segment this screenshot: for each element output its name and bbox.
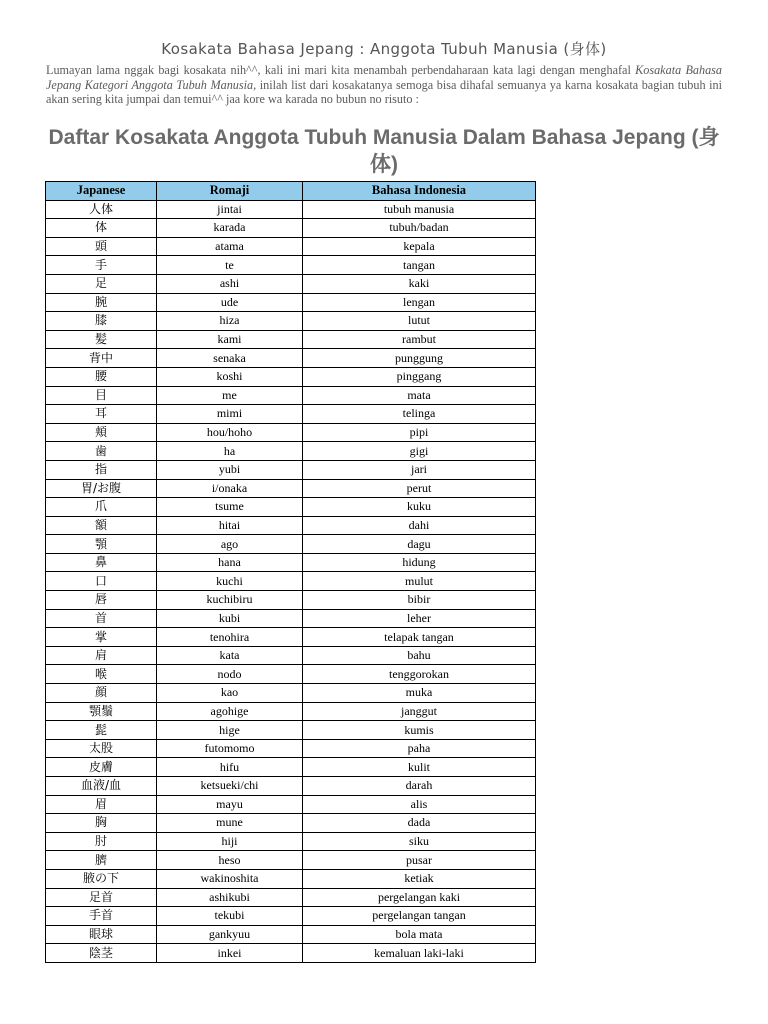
cell-romaji: tenohira bbox=[157, 628, 303, 647]
cell-indonesia: pergelangan tangan bbox=[303, 907, 536, 926]
cell-japanese: 腋の下 bbox=[46, 869, 157, 888]
header-bahasa-indonesia: Bahasa Indonesia bbox=[303, 182, 536, 201]
cell-japanese: 眼球 bbox=[46, 925, 157, 944]
cell-indonesia: bahu bbox=[303, 646, 536, 665]
cell-indonesia: pusar bbox=[303, 851, 536, 870]
table-row bbox=[46, 869, 536, 888]
cell-romaji: wakinoshita bbox=[157, 869, 303, 888]
cell-romaji: hifu bbox=[157, 758, 303, 777]
table-row bbox=[46, 628, 536, 647]
cell-indonesia: janggut bbox=[303, 702, 536, 721]
cell-romaji: hige bbox=[157, 721, 303, 740]
cell-romaji: hiji bbox=[157, 832, 303, 851]
cell-indonesia: tubuh manusia bbox=[303, 200, 536, 219]
cell-indonesia: dagu bbox=[303, 535, 536, 554]
cell-indonesia: kumis bbox=[303, 721, 536, 740]
cell-indonesia: tubuh/badan bbox=[303, 219, 536, 238]
cell-romaji: me bbox=[157, 386, 303, 405]
cell-japanese: 額 bbox=[46, 516, 157, 535]
table-header-row bbox=[46, 182, 536, 201]
table-row bbox=[46, 386, 536, 405]
cell-romaji: ashikubi bbox=[157, 888, 303, 907]
cell-japanese: 足首 bbox=[46, 888, 157, 907]
cell-japanese: 腰 bbox=[46, 367, 157, 386]
cell-romaji: gankyuu bbox=[157, 925, 303, 944]
cell-japanese: 手 bbox=[46, 256, 157, 275]
table-row bbox=[46, 516, 536, 535]
cell-romaji: mimi bbox=[157, 405, 303, 424]
table-row bbox=[46, 758, 536, 777]
table-row bbox=[46, 312, 536, 331]
cell-japanese: 手首 bbox=[46, 907, 157, 926]
cell-japanese: 髪 bbox=[46, 330, 157, 349]
table-row bbox=[46, 814, 536, 833]
table-row bbox=[46, 442, 536, 461]
cell-japanese: 眉 bbox=[46, 795, 157, 814]
cell-japanese: 頭 bbox=[46, 237, 157, 256]
cell-japanese: 胃/お腹 bbox=[46, 479, 157, 498]
table-row bbox=[46, 944, 536, 963]
table-row bbox=[46, 460, 536, 479]
cell-japanese: 指 bbox=[46, 460, 157, 479]
cell-romaji: hitai bbox=[157, 516, 303, 535]
cell-japanese: 体 bbox=[46, 219, 157, 238]
table-row bbox=[46, 702, 536, 721]
list-heading: Daftar Kosakata Anggota Tubuh Manusia Dalam Bahasa Jepang (身体) bbox=[48, 126, 720, 176]
table-row bbox=[46, 274, 536, 293]
cell-indonesia: perut bbox=[303, 479, 536, 498]
table-row bbox=[46, 739, 536, 758]
cell-indonesia: telinga bbox=[303, 405, 536, 424]
table-row bbox=[46, 498, 536, 517]
cell-romaji: kami bbox=[157, 330, 303, 349]
cell-japanese: 陰茎 bbox=[46, 944, 157, 963]
table-row bbox=[46, 219, 536, 238]
header-japanese: Japanese bbox=[46, 182, 157, 201]
table-row bbox=[46, 256, 536, 275]
cell-indonesia: gigi bbox=[303, 442, 536, 461]
cell-indonesia: mata bbox=[303, 386, 536, 405]
intro-paragraph bbox=[46, 63, 722, 107]
cell-romaji: ha bbox=[157, 442, 303, 461]
cell-indonesia: dahi bbox=[303, 516, 536, 535]
cell-japanese: 喉 bbox=[46, 665, 157, 684]
cell-indonesia: kemaluan laki-laki bbox=[303, 944, 536, 963]
cell-japanese: 鼻 bbox=[46, 553, 157, 572]
cell-japanese: 膝 bbox=[46, 312, 157, 331]
header-romaji: Romaji bbox=[157, 182, 303, 201]
cell-indonesia: leher bbox=[303, 609, 536, 628]
cell-indonesia: kulit bbox=[303, 758, 536, 777]
cell-japanese: 髭 bbox=[46, 721, 157, 740]
cell-indonesia: telapak tangan bbox=[303, 628, 536, 647]
cell-japanese: 足 bbox=[46, 274, 157, 293]
cell-indonesia: pergelangan kaki bbox=[303, 888, 536, 907]
table-row bbox=[46, 925, 536, 944]
cell-indonesia: jari bbox=[303, 460, 536, 479]
table-row bbox=[46, 684, 536, 703]
cell-romaji: kata bbox=[157, 646, 303, 665]
table-row bbox=[46, 646, 536, 665]
cell-romaji: mayu bbox=[157, 795, 303, 814]
cell-japanese: 顎 bbox=[46, 535, 157, 554]
cell-japanese: 胸 bbox=[46, 814, 157, 833]
cell-japanese: 皮膚 bbox=[46, 758, 157, 777]
cell-indonesia: bola mata bbox=[303, 925, 536, 944]
table-row bbox=[46, 832, 536, 851]
cell-indonesia: tangan bbox=[303, 256, 536, 275]
cell-indonesia: rambut bbox=[303, 330, 536, 349]
cell-romaji: i/onaka bbox=[157, 479, 303, 498]
table-row bbox=[46, 907, 536, 926]
cell-romaji: inkei bbox=[157, 944, 303, 963]
cell-japanese: 唇 bbox=[46, 591, 157, 610]
table-row bbox=[46, 851, 536, 870]
cell-indonesia: ketiak bbox=[303, 869, 536, 888]
cell-japanese: 血液/血 bbox=[46, 777, 157, 796]
cell-romaji: yubi bbox=[157, 460, 303, 479]
cell-indonesia: lengan bbox=[303, 293, 536, 312]
table-row bbox=[46, 200, 536, 219]
table-row bbox=[46, 553, 536, 572]
vocabulary-table bbox=[45, 181, 536, 963]
cell-romaji: hiza bbox=[157, 312, 303, 331]
cell-indonesia: kepala bbox=[303, 237, 536, 256]
cell-japanese: 臍 bbox=[46, 851, 157, 870]
cell-japanese: 頬 bbox=[46, 423, 157, 442]
table-row bbox=[46, 367, 536, 386]
table-row bbox=[46, 795, 536, 814]
table-row bbox=[46, 721, 536, 740]
table-row bbox=[46, 888, 536, 907]
cell-romaji: agohige bbox=[157, 702, 303, 721]
table-row bbox=[46, 479, 536, 498]
cell-romaji: ude bbox=[157, 293, 303, 312]
table-row bbox=[46, 777, 536, 796]
page-title: Kosakata Bahasa Jepang : Anggota Tubuh Manusia (身体) bbox=[161, 40, 607, 58]
cell-romaji: hana bbox=[157, 553, 303, 572]
cell-indonesia: hidung bbox=[303, 553, 536, 572]
cell-romaji: atama bbox=[157, 237, 303, 256]
cell-japanese: 爪 bbox=[46, 498, 157, 517]
cell-indonesia: kaki bbox=[303, 274, 536, 293]
table-body bbox=[46, 200, 536, 962]
cell-japanese: 掌 bbox=[46, 628, 157, 647]
table-row bbox=[46, 535, 536, 554]
cell-indonesia: muka bbox=[303, 684, 536, 703]
intro-italic-phrase: Kosakata Bahasa Jepang Kategori Anggota Tubuh Manusia bbox=[46, 63, 723, 92]
cell-romaji: kao bbox=[157, 684, 303, 703]
cell-japanese: 首 bbox=[46, 609, 157, 628]
cell-japanese: 背中 bbox=[46, 349, 157, 368]
cell-romaji: kuchibiru bbox=[157, 591, 303, 610]
cell-japanese: 顎鬚 bbox=[46, 702, 157, 721]
cell-indonesia: siku bbox=[303, 832, 536, 851]
cell-romaji: futomomo bbox=[157, 739, 303, 758]
cell-romaji: tekubi bbox=[157, 907, 303, 926]
cell-romaji: jintai bbox=[157, 200, 303, 219]
cell-indonesia: paha bbox=[303, 739, 536, 758]
cell-indonesia: bibir bbox=[303, 591, 536, 610]
cell-japanese: 目 bbox=[46, 386, 157, 405]
cell-romaji: koshi bbox=[157, 367, 303, 386]
cell-indonesia: dada bbox=[303, 814, 536, 833]
cell-japanese: 腕 bbox=[46, 293, 157, 312]
cell-romaji: karada bbox=[157, 219, 303, 238]
cell-japanese: 歯 bbox=[46, 442, 157, 461]
cell-indonesia: lutut bbox=[303, 312, 536, 331]
cell-romaji: nodo bbox=[157, 665, 303, 684]
cell-indonesia: darah bbox=[303, 777, 536, 796]
cell-indonesia: mulut bbox=[303, 572, 536, 591]
cell-japanese: 耳 bbox=[46, 405, 157, 424]
cell-indonesia: alis bbox=[303, 795, 536, 814]
table-row bbox=[46, 665, 536, 684]
table-row bbox=[46, 423, 536, 442]
cell-romaji: senaka bbox=[157, 349, 303, 368]
cell-indonesia: tenggorokan bbox=[303, 665, 536, 684]
cell-japanese: 顔 bbox=[46, 684, 157, 703]
cell-romaji: ketsueki/chi bbox=[157, 777, 303, 796]
cell-romaji: kuchi bbox=[157, 572, 303, 591]
cell-japanese: 肩 bbox=[46, 646, 157, 665]
cell-indonesia: pipi bbox=[303, 423, 536, 442]
cell-indonesia: pinggang bbox=[303, 367, 536, 386]
cell-japanese: 太股 bbox=[46, 739, 157, 758]
cell-romaji: mune bbox=[157, 814, 303, 833]
table-row bbox=[46, 591, 536, 610]
cell-romaji: hou/hoho bbox=[157, 423, 303, 442]
cell-romaji: kubi bbox=[157, 609, 303, 628]
cell-romaji: ago bbox=[157, 535, 303, 554]
table-row bbox=[46, 405, 536, 424]
cell-indonesia: punggung bbox=[303, 349, 536, 368]
cell-japanese: 口 bbox=[46, 572, 157, 591]
table-row bbox=[46, 609, 536, 628]
table-row bbox=[46, 349, 536, 368]
table-row bbox=[46, 330, 536, 349]
cell-romaji: ashi bbox=[157, 274, 303, 293]
cell-japanese: 人体 bbox=[46, 200, 157, 219]
cell-romaji: heso bbox=[157, 851, 303, 870]
table-row bbox=[46, 572, 536, 591]
cell-romaji: tsume bbox=[157, 498, 303, 517]
table-row bbox=[46, 237, 536, 256]
cell-indonesia: kuku bbox=[303, 498, 536, 517]
cell-romaji: te bbox=[157, 256, 303, 275]
intro-text-end: , inilah list dari kosakatanya semoga bisa dihafal semuanya ya karna kosakata bagian tubuh ini akan sering kita jumpai dan temui^^ jaa kore wa karada no bubun no risuto : bbox=[46, 77, 722, 107]
table-row bbox=[46, 293, 536, 312]
intro-text-start: Lumayan lama nggak bagi kosakata nih^^, kali ini mari kita menambah perbendaharaan kata lagi dengan menghafal bbox=[46, 63, 636, 77]
cell-japanese: 肘 bbox=[46, 832, 157, 851]
